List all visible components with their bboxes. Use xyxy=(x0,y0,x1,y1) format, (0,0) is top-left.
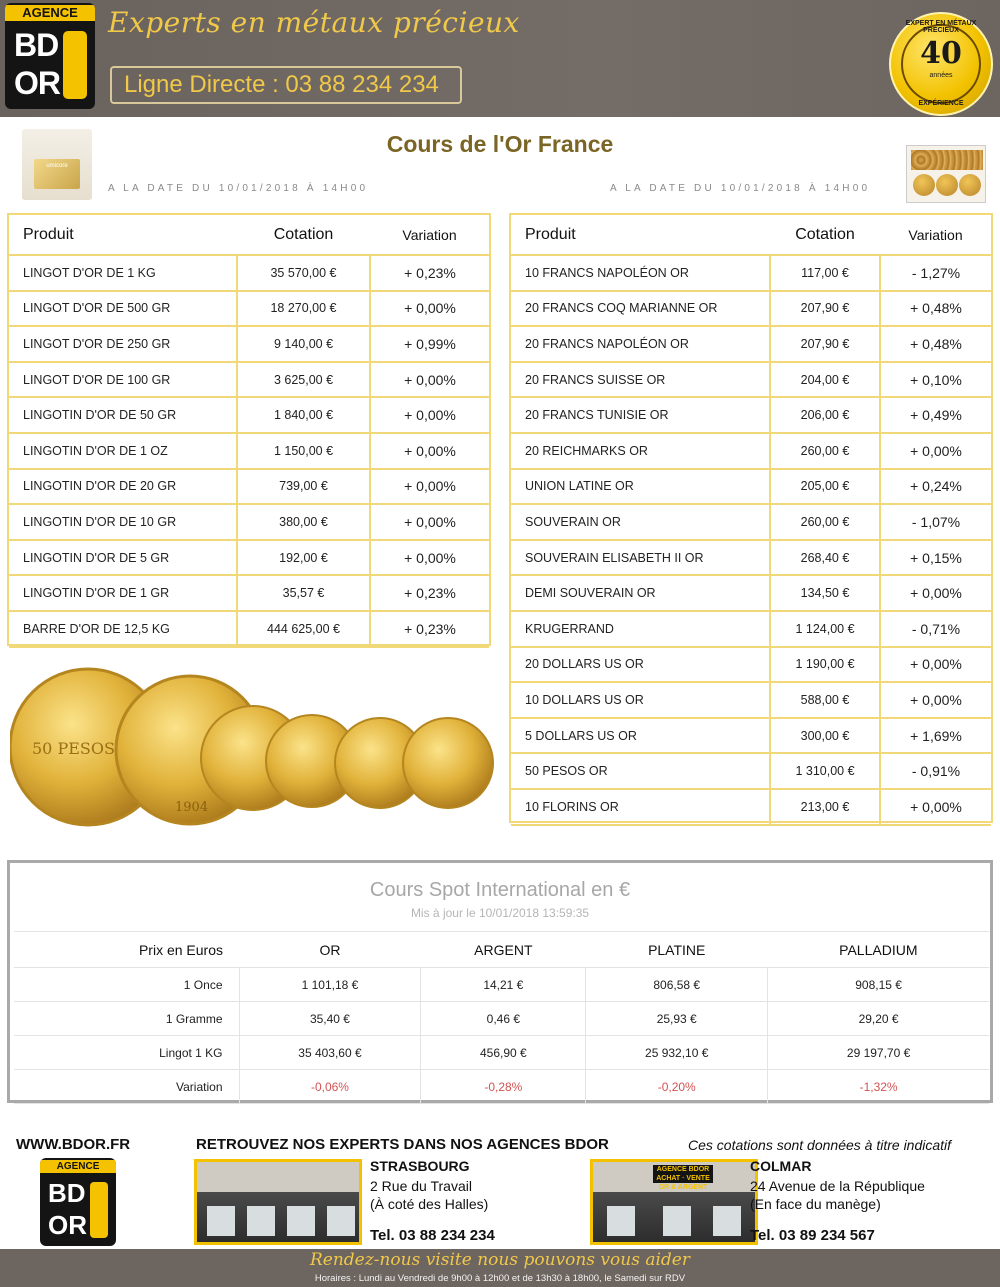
product-name: 10 FLORINS OR xyxy=(511,789,770,825)
table-header-row xyxy=(511,215,991,255)
product-variation: - 1,27% xyxy=(880,255,991,291)
column-platine: PLATINE xyxy=(586,932,768,968)
shop-window xyxy=(287,1206,315,1236)
strasbourg-address-note: (À coté des Halles) xyxy=(370,1196,489,1212)
product-variation: + 0,00% xyxy=(370,504,489,540)
disclaimer: Ces cotations sont données à titre indicatif xyxy=(688,1137,952,1153)
product-cotation: 134,50 € xyxy=(770,575,880,611)
table-row xyxy=(511,647,991,683)
product-name: KRUGERRAND xyxy=(511,611,770,647)
product-variation: + 0,00% xyxy=(370,469,489,505)
product-variation: - 0,91% xyxy=(880,753,991,789)
spot-cell: 806,58 € xyxy=(586,968,768,1002)
table-row xyxy=(511,682,991,718)
product-variation: + 0,00% xyxy=(370,291,489,327)
product-variation: + 0,00% xyxy=(370,433,489,469)
product-cotation: 260,00 € xyxy=(770,504,880,540)
table-row xyxy=(9,611,489,647)
product-name: SOUVERAIN ELISABETH II OR xyxy=(511,540,770,576)
product-variation: + 0,00% xyxy=(880,789,991,825)
lingots-table xyxy=(9,215,489,648)
coin-pile-image xyxy=(911,150,983,170)
spot-cell: 14,21 € xyxy=(421,968,586,1002)
coin-image xyxy=(959,174,981,196)
logo-bar xyxy=(63,31,87,99)
product-cotation: 192,00 € xyxy=(237,540,370,576)
ingot-image: umicore xyxy=(34,159,80,189)
table-row xyxy=(9,326,489,362)
table-row xyxy=(511,291,991,327)
column-or: OR xyxy=(239,932,421,968)
product-name: LINGOT D'OR DE 100 GR xyxy=(9,362,237,398)
spot-updated: Mis à jour le 10/01/2018 13:59:35 xyxy=(410,906,590,920)
product-variation: + 1,69% xyxy=(880,718,991,754)
table-row xyxy=(511,326,991,362)
coin-pesos-label: 50 PESOS xyxy=(32,739,115,758)
product-name: LINGOT D'OR DE 1 KG xyxy=(9,255,237,291)
product-name: 20 FRANCS NAPOLÉON OR xyxy=(511,326,770,362)
table-row xyxy=(511,255,991,291)
product-cotation: 18 270,00 € xyxy=(237,291,370,327)
product-variation: + 0,24% xyxy=(880,469,991,505)
table-row xyxy=(511,575,991,611)
product-name: 20 DOLLARS US OR xyxy=(511,647,770,683)
page-title: Cours de l'Or France xyxy=(386,131,614,157)
product-cotation: 9 140,00 € xyxy=(237,326,370,362)
table-row xyxy=(9,433,489,469)
spot-cell: 35,40 € xyxy=(239,1002,421,1036)
logo-or-text: OR xyxy=(48,1210,87,1240)
strasbourg-city: STRASBOURG xyxy=(370,1158,470,1174)
column-cotation: Cotation xyxy=(237,215,370,255)
product-variation: + 0,49% xyxy=(880,397,991,433)
product-variation: + 0,99% xyxy=(370,326,489,362)
table-row xyxy=(14,1036,989,1070)
bdor-footer-logo xyxy=(40,1158,116,1246)
table-row xyxy=(9,255,489,291)
logo-bd-text: BD xyxy=(48,1178,86,1208)
product-variation: + 0,00% xyxy=(880,433,991,469)
spot-cell: 456,90 € xyxy=(421,1036,586,1070)
product-name: 10 FRANCS NAPOLÉON OR xyxy=(511,255,770,291)
spot-cell: 29 197,70 € xyxy=(768,1036,989,1070)
product-variation: - 1,07% xyxy=(880,504,991,540)
product-cotation: 1 190,00 € xyxy=(770,647,880,683)
coin-year-label: 1904 xyxy=(175,800,209,815)
product-cotation: 268,40 € xyxy=(770,540,880,576)
product-cotation: 207,90 € xyxy=(770,326,880,362)
product-variation: - 0,71% xyxy=(880,611,991,647)
product-cotation: 739,00 € xyxy=(237,469,370,505)
product-cotation: 1 840,00 € xyxy=(237,397,370,433)
product-cotation: 1 150,00 € xyxy=(237,433,370,469)
spot-cell: 35 403,60 € xyxy=(239,1036,421,1070)
table-row xyxy=(511,469,991,505)
badge-number: 40 xyxy=(920,36,962,71)
header-tagline: Experts en métaux précieux xyxy=(108,6,520,39)
product-variation: + 0,00% xyxy=(370,397,489,433)
colmar-shop-photo xyxy=(590,1159,758,1245)
table-row xyxy=(9,504,489,540)
table-row xyxy=(511,540,991,576)
column-prix: Prix en Euros xyxy=(14,932,239,968)
product-name: 20 REICHMARKS OR xyxy=(511,433,770,469)
product-variation: + 0,00% xyxy=(880,647,991,683)
product-name: LINGOTIN D'OR DE 1 GR xyxy=(9,575,237,611)
column-cotation: Cotation xyxy=(770,215,880,255)
product-name: DEMI SOUVERAIN OR xyxy=(511,575,770,611)
coin-napoleon-icon xyxy=(403,718,493,808)
spot-cell: 25 932,10 € xyxy=(586,1036,768,1070)
spot-cell: 29,20 € xyxy=(768,1002,989,1036)
product-cotation: 260,00 € xyxy=(770,433,880,469)
product-cotation: 213,00 € xyxy=(770,789,880,825)
spot-cell: 908,15 € xyxy=(768,968,989,1002)
table-row xyxy=(511,718,991,754)
spot-table xyxy=(14,931,989,1104)
bdor-logo[interactable] xyxy=(5,3,95,109)
table-row xyxy=(14,1002,989,1036)
product-variation: + 0,10% xyxy=(880,362,991,398)
spot-cell: 0,46 € xyxy=(421,1002,586,1036)
product-name: 10 DOLLARS US OR xyxy=(511,682,770,718)
product-name: LINGOTIN D'OR DE 10 GR xyxy=(9,504,237,540)
logo-bar xyxy=(90,1182,108,1238)
logo-agence-label: AGENCE xyxy=(40,1160,116,1173)
product-cotation: 204,00 € xyxy=(770,362,880,398)
table-row xyxy=(511,753,991,789)
spot-row-label: 1 Gramme xyxy=(14,1002,239,1036)
product-variation: + 0,15% xyxy=(880,540,991,576)
product-cotation: 588,00 € xyxy=(770,682,880,718)
product-variation: + 0,00% xyxy=(370,540,489,576)
strasbourg-address: 2 Rue du Travail xyxy=(370,1178,472,1194)
gold-coins-illustration xyxy=(10,666,494,828)
opening-hours: Horaires : Lundi au Vendredi de 9h00 à 12h00 et de 13h30 à 18h00, le Samedi sur RDV xyxy=(314,1273,686,1284)
product-name: LINGOT D'OR DE 250 GR xyxy=(9,326,237,362)
table-row xyxy=(9,397,489,433)
date-right: A LA DATE DU 10/01/2018 À 14H00 xyxy=(610,183,871,194)
table-row xyxy=(511,433,991,469)
shop-window xyxy=(207,1206,235,1236)
badge-annees: années xyxy=(929,72,953,79)
shop-window xyxy=(607,1206,635,1236)
table-row xyxy=(9,540,489,576)
product-name: BARRE D'OR DE 12,5 KG xyxy=(9,611,237,647)
product-name: LINGOTIN D'OR DE 50 GR xyxy=(9,397,237,433)
product-cotation: 35 570,00 € xyxy=(237,255,370,291)
product-cotation: 207,90 € xyxy=(770,291,880,327)
table-row xyxy=(511,504,991,540)
strasbourg-shop-photo xyxy=(194,1159,362,1245)
product-cotation: 300,00 € xyxy=(770,718,880,754)
website-link[interactable]: WWW.BDOR.FR xyxy=(16,1136,131,1153)
product-variation: + 0,48% xyxy=(880,291,991,327)
experience-badge-icon xyxy=(889,12,993,116)
table-row xyxy=(9,469,489,505)
strasbourg-phone[interactable]: Tel. 03 88 234 234 xyxy=(370,1227,495,1244)
spot-prices-panel xyxy=(7,860,993,1103)
table-row xyxy=(9,291,489,327)
table-row xyxy=(511,397,991,433)
table-header-row xyxy=(9,215,489,255)
table-row xyxy=(511,611,991,647)
product-name: LINGOTIN D'OR DE 20 GR xyxy=(9,469,237,505)
pieces-table xyxy=(511,215,991,826)
product-name: 20 FRANCS SUISSE OR xyxy=(511,362,770,398)
product-cotation: 35,57 € xyxy=(237,575,370,611)
product-cotation: 117,00 € xyxy=(770,255,880,291)
coins-thumbnail xyxy=(906,145,986,203)
product-variation: + 0,48% xyxy=(880,326,991,362)
spot-cell: 25,93 € xyxy=(586,1002,768,1036)
shop-window xyxy=(327,1206,355,1236)
badge-bottom-text: EXPÉRIENCE xyxy=(918,100,964,107)
table-header-row xyxy=(14,932,989,968)
product-name: LINGOTIN D'OR DE 5 GR xyxy=(9,540,237,576)
product-name: LINGOT D'OR DE 500 GR xyxy=(9,291,237,327)
visit-slogan: Rendez-nous visite nous pouvons vous aider xyxy=(309,1250,690,1270)
spot-cell: -0,20% xyxy=(586,1070,768,1104)
product-cotation: 1 124,00 € xyxy=(770,611,880,647)
product-cotation: 444 625,00 € xyxy=(237,611,370,647)
spot-row-label: Variation xyxy=(14,1070,239,1104)
spot-row-label: 1 Once xyxy=(14,968,239,1002)
column-palladium: PALLADIUM xyxy=(768,932,989,968)
column-produit: Produit xyxy=(511,215,770,255)
product-variation: + 0,23% xyxy=(370,255,489,291)
product-name: UNION LATINE OR xyxy=(511,469,770,505)
product-cotation: 380,00 € xyxy=(237,504,370,540)
product-name: 20 FRANCS TUNISIE OR xyxy=(511,397,770,433)
direct-phone-line[interactable]: Ligne Directe : 03 88 234 234 xyxy=(110,66,462,104)
product-variation: + 0,00% xyxy=(370,362,489,398)
badge-top-text: EXPERT EN MÉTAUX PRÉCIEUX xyxy=(905,20,977,34)
product-variation: + 0,23% xyxy=(370,611,489,647)
colmar-city: COLMAR xyxy=(750,1158,812,1174)
coin-image xyxy=(936,174,958,196)
coin-image xyxy=(913,174,935,196)
product-variation: + 0,23% xyxy=(370,575,489,611)
product-name: 50 PESOS OR xyxy=(511,753,770,789)
spot-row-label: Lingot 1 KG xyxy=(14,1036,239,1070)
column-variation: Variation xyxy=(880,215,991,255)
column-variation: Variation xyxy=(370,215,489,255)
product-cotation: 206,00 € xyxy=(770,397,880,433)
agencies-heading: RETROUVEZ NOS EXPERTS DANS NOS AGENCES BDOR xyxy=(196,1136,609,1153)
logo-or-text: OR xyxy=(14,65,60,101)
shop-window xyxy=(663,1206,691,1236)
shop-window xyxy=(247,1206,275,1236)
colmar-phone[interactable]: Tel. 03 89 234 567 xyxy=(750,1227,875,1244)
product-variation: + 0,00% xyxy=(880,575,991,611)
product-cotation: 3 625,00 € xyxy=(237,362,370,398)
product-variation: + 0,00% xyxy=(880,682,991,718)
product-name: 5 DOLLARS US OR xyxy=(511,718,770,754)
product-cotation: 1 310,00 € xyxy=(770,753,880,789)
logo-agence-label: AGENCE xyxy=(5,5,95,21)
spot-cell: -0,06% xyxy=(239,1070,421,1104)
table-row xyxy=(9,362,489,398)
product-name: 20 FRANCS COQ MARIANNE OR xyxy=(511,291,770,327)
product-name: SOUVERAIN OR xyxy=(511,504,770,540)
spot-cell: 1 101,18 € xyxy=(239,968,421,1002)
shop-window xyxy=(713,1206,741,1236)
product-name: LINGOTIN D'OR DE 1 OZ xyxy=(9,433,237,469)
colmar-address: 24 Avenue de la République xyxy=(750,1178,925,1194)
spot-cell: -0,28% xyxy=(421,1070,586,1104)
spot-cell: -1,32% xyxy=(768,1070,989,1104)
column-argent: ARGENT xyxy=(421,932,586,968)
table-row xyxy=(511,789,991,825)
column-produit: Produit xyxy=(9,215,237,255)
table-row xyxy=(14,1070,989,1104)
colmar-address-note: (En face du manège) xyxy=(750,1196,881,1212)
product-cotation: 205,00 € xyxy=(770,469,880,505)
spot-title: Cours Spot International en € xyxy=(369,879,631,901)
table-row xyxy=(511,362,991,398)
table-row xyxy=(9,575,489,611)
logo-bd-text: BD xyxy=(14,27,59,63)
shop-sign: AGENCE BDOR ACHAT · VENTE OR & ARGENT xyxy=(653,1165,713,1183)
date-left: A LA DATE DU 10/01/2018 À 14H00 xyxy=(108,183,369,194)
table-row xyxy=(14,968,989,1002)
